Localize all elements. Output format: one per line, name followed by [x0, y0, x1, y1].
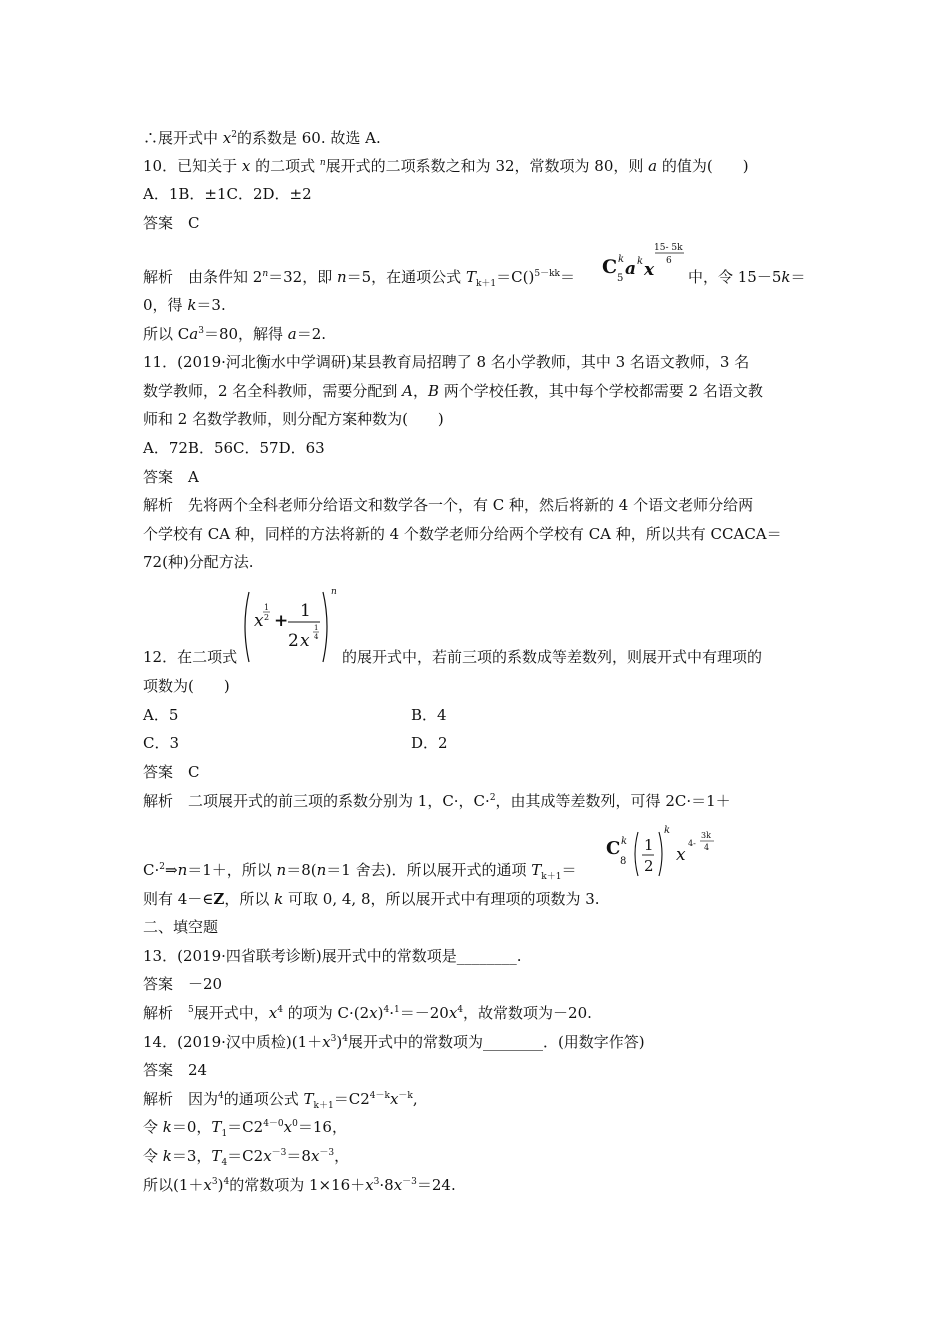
- formula-10-general-term: [600, 238, 690, 286]
- question-12-solution-2: C·$^2$⇒n＝1＋，所以 n＝8(n＝1 舍去)．所以展开式的通项 $T_{k+1}=$: [143, 861, 577, 882]
- question-10: 10．已知关于 x 的二项式 $^n$展开式的二项系数之和为 32，常数项为 80，则 a 的值为( ): [143, 157, 749, 175]
- svg-text:k: k: [621, 836, 628, 847]
- question-10-answer: 答案 C: [143, 214, 200, 232]
- svg-text:5: 5: [617, 273, 624, 284]
- question-11-answer: 答案 A: [143, 468, 199, 486]
- question-12-solution-1: 解析 二项展开式的前三项的系数分别为 1，C·，C·$^2$，由其成等差数列，可得 2C·＝1＋: [143, 792, 731, 810]
- svg-text:2: 2: [264, 613, 270, 622]
- question-14: 14．(2019·汉中质检)$(1+x^3)^4$展开式中的常数项为________．(用数字作答): [143, 1033, 645, 1051]
- svg-text:4: 4: [704, 843, 710, 852]
- svg-text:C: C: [606, 838, 621, 859]
- svg-text:a: a: [625, 259, 637, 279]
- question-12-option-b: B．4: [411, 706, 447, 724]
- svg-text:x: x: [254, 611, 264, 631]
- question-10-solution-1-tail: 中，令 15－5k＝: [688, 268, 806, 286]
- question-14-solution-2: 令 k＝0，$T_1=C2^{4-0}x^0=16$，: [143, 1118, 347, 1139]
- svg-text:+: +: [274, 611, 289, 631]
- svg-text:x: x: [676, 845, 686, 865]
- question-10-solution-1: 解析 由条件知 $2^n=32$，即 n＝5，在通项公式 $T_{k+1}=C()^{5-kk}=$: [143, 268, 575, 289]
- svg-text:1: 1: [644, 836, 654, 854]
- question-13: 13．(2019·四省联考诊断)展开式中的常数项是________.: [143, 947, 522, 965]
- question-12-line-1-tail: 的展开式中，若前三项的系数成等差数列，则展开式中有理项的: [342, 648, 763, 666]
- question-12-option-a: A．5: [143, 706, 179, 724]
- svg-text:x: x: [300, 631, 310, 651]
- question-14-answer: 答案 24: [143, 1061, 208, 1079]
- question-13-solution: 解析 $^5$展开式中，$x^4$ 的项为 $C\cdot(2x)^4\cdot^1=-20x^4$，故常数项为－20.: [143, 1004, 592, 1022]
- question-12-option-d: D．2: [411, 734, 448, 752]
- line-1: ∴展开式中 $x^2$的系数是 60. 故选 A.: [143, 129, 381, 147]
- question-14-solution-4: 所以$(1+x^3)^4$的常数项为 $1\times 16+x^3\cdot 8x^{-3}=24$.: [143, 1176, 456, 1194]
- question-11-solution-3: 72(种)分配方法.: [143, 553, 254, 571]
- svg-text:1: 1: [314, 624, 319, 632]
- question-14-solution-1: 解析 因为$^4$的通项公式 $T_{k+1}=C2^{4-k}x^{-k}$,: [143, 1090, 418, 1111]
- question-12-answer: 答案 C: [143, 763, 200, 781]
- svg-text:2: 2: [644, 857, 654, 875]
- svg-text:1: 1: [300, 601, 311, 621]
- svg-text:C: C: [602, 256, 618, 278]
- svg-text:n: n: [331, 587, 337, 597]
- question-10-solution-3: 所以 $Ca^3=80$，解得 a＝2.: [143, 325, 327, 343]
- question-12-line-1: 12．在二项式: [143, 648, 238, 666]
- question-12-line-2: 项数为( ): [143, 677, 230, 695]
- question-11-line-1: 11．(2019·河北衡水中学调研)某县教育局招聘了 8 名小学教师，其中 3 名语文教师，3 名: [143, 353, 750, 371]
- svg-text:k: k: [637, 256, 644, 267]
- question-11-solution-2: 个学校有 CA 种，同样的方法将新的 4 个数学老师分给两个学校有 CA 种，所以共有 CCACA＝: [143, 525, 782, 543]
- svg-text:8: 8: [620, 856, 627, 867]
- svg-text:x: x: [644, 260, 655, 280]
- svg-text:4: 4: [314, 633, 319, 641]
- formula-12-binomial: [240, 586, 340, 668]
- question-11-solution-1: 解析 先将两个全科老师分给语文和数学各一个，有 C 种，然后将新的 4 个语文老师分给两: [143, 496, 754, 514]
- question-14-solution-3: 令 k＝3，$T_4=C2x^{-3}=8x^{-3}$，: [143, 1147, 350, 1168]
- svg-text:2: 2: [288, 631, 299, 651]
- svg-text:3k: 3k: [701, 831, 711, 840]
- question-10-solution-2: 0，得 k＝3.: [143, 296, 226, 314]
- question-11-options: A．72B．56C．57D．63: [143, 439, 325, 457]
- svg-text:15- 5k: 15- 5k: [654, 243, 683, 253]
- formula-12-general-term: [604, 820, 716, 878]
- question-12-solution-3: 则有 4－∈Z，所以 k 可取 0, 4, 8，所以展开式中有理项的项数为 3.: [143, 890, 600, 908]
- question-11-line-3: 师和 2 名数学教师，则分配方案种数为( ): [143, 410, 444, 428]
- svg-text:4-: 4-: [688, 839, 696, 848]
- svg-text:k: k: [664, 825, 671, 836]
- question-12-option-c: C．3: [143, 734, 180, 752]
- svg-text:1: 1: [264, 603, 270, 612]
- question-10-options: A．1B．±1C．2D．±2: [143, 185, 312, 203]
- question-11-line-2: 数学教师，2 名全科教师，需要分配到 A，B 两个学校任教，其中每个学校都需要 2 名语文教: [143, 382, 763, 400]
- svg-text:k: k: [618, 254, 625, 265]
- question-13-answer: 答案 －20: [143, 975, 223, 993]
- section-fill-in-heading: 二、填空题: [143, 918, 219, 936]
- svg-text:6: 6: [666, 256, 672, 266]
